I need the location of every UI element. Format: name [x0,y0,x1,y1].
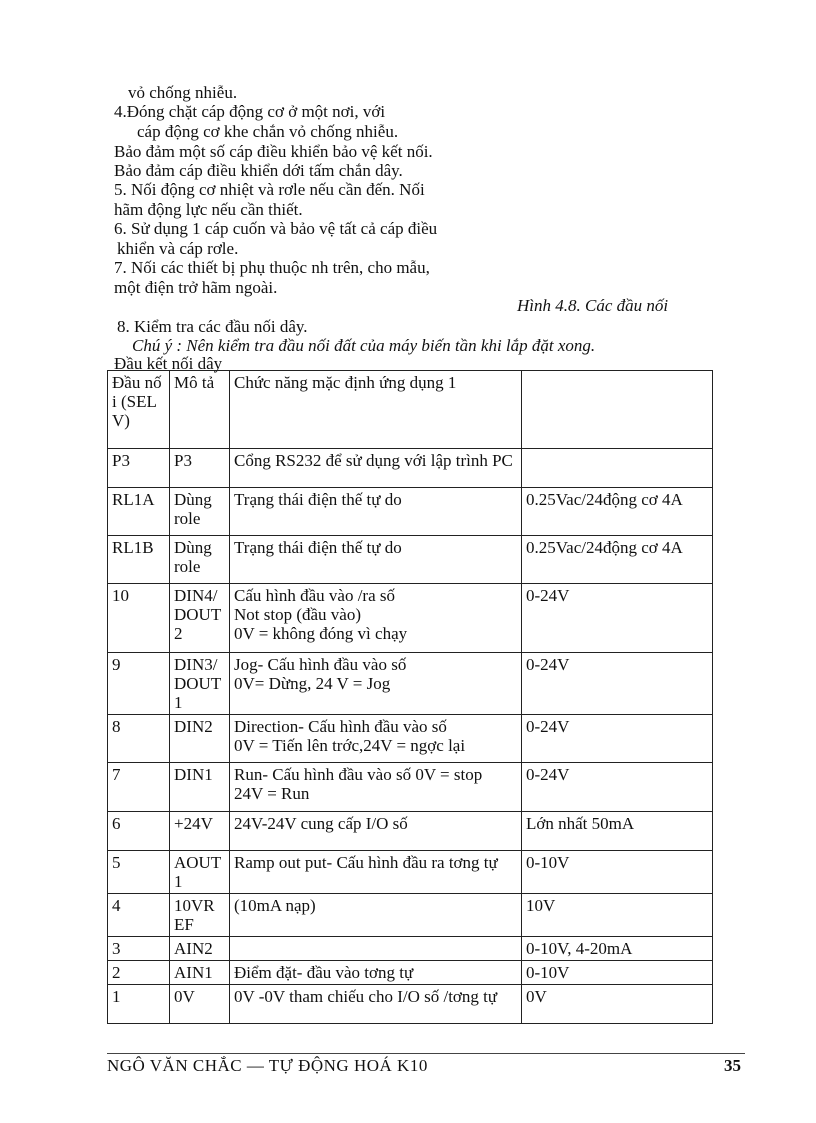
body-line: 5. Nối động cơ nhiệt và rơle nếu cần đến. Nối [114,180,425,199]
cell-terminal: 3 [108,937,170,961]
footer-author: NGÔ VĂN CHẮC — TỰ ĐỘNG HOÁ K10 [107,1056,428,1074]
terminal-table [107,370,713,1024]
cell-terminal: 8 [108,715,170,763]
cell-function: 24V-24V cung cấp I/O số [230,812,522,851]
cell-terminal: RL1A [108,488,170,536]
cell-terminal: 5 [108,851,170,894]
figure-caption: Hình 4.8. Các đầu nối [517,296,669,315]
body-line: 6. Sử dụng 1 cáp cuốn và bảo vệ tất cả cáp điều [114,219,438,238]
cell-range: 0.25Vac/24động cơ 4A [522,536,713,584]
table-row [108,653,713,715]
footer-divider [107,1053,745,1054]
cell-function: Direction- Cấu hình đầu vào số 0V = Tiến lên trớc,24V = ngợc lại [230,715,522,763]
table-row [108,937,713,961]
cell-description: DIN4/ DOUT 2 [170,584,230,653]
table-row [108,488,713,536]
cell-function [230,937,522,961]
header-range [522,371,713,449]
cell-range: 0.25Vac/24động cơ 4A [522,488,713,536]
cell-function: 0V -0V tham chiếu cho I/O số /tơng tự [230,985,522,1024]
cell-range: 0-24V [522,653,713,715]
cell-function: Cấu hình đầu vào /ra số Not stop (đầu vào) 0V = không đóng vì chạy [230,584,522,653]
cell-function: Jog- Cấu hình đầu vào số 0V= Dừng, 24 V = Jog [230,653,522,715]
cell-function: Trạng thái điện thế tự do [230,536,522,584]
cell-description: P3 [170,449,230,488]
step-8: 8. Kiểm tra các đầu nối dây. [117,317,308,336]
cell-range: 0-10V, 4-20mA [522,937,713,961]
cell-description: +24V [170,812,230,851]
table-row [108,763,713,812]
header-terminal: Đầu nối (SELV) [108,371,170,449]
cell-description: DIN1 [170,763,230,812]
table-row [108,584,713,653]
cell-description: AOUT 1 [170,851,230,894]
table-row [108,985,713,1024]
cell-function: Cổng RS232 để sử dụng với lập trình PC [230,449,522,488]
cell-terminal: 7 [108,763,170,812]
cell-range: 0-24V [522,763,713,812]
header-function: Chức năng mặc định ứng dụng 1 [230,371,522,449]
cell-range: 0-10V [522,851,713,894]
table-row [108,894,713,937]
cell-description: AIN2 [170,937,230,961]
body-line: một điện trở hãm ngoài. [114,278,278,297]
cell-description: Dùng role [170,536,230,584]
cell-description: AIN1 [170,961,230,985]
cell-range: 0-10V [522,961,713,985]
cell-terminal: 4 [108,894,170,937]
body-line: cáp động cơ khe chắn vỏ chống nhiễu. [137,122,399,141]
cell-function: Trạng thái điện thế tự do [230,488,522,536]
cell-range: 0-24V [522,715,713,763]
note: Chú ý : Nên kiểm tra đầu nối đất của máy biến tần khi lắp đặt xong. [132,336,596,355]
body-line: hãm động lực nếu cần thiết. [114,200,303,219]
table-row [108,812,713,851]
table-row [108,536,713,584]
body-line: 7. Nối các thiết bị phụ thuộc nh trên, cho mẫu, [114,258,430,277]
cell-function: Điểm đặt- đầu vào tơng tự [230,961,522,985]
cell-range [522,449,713,488]
cell-description: DIN3/ DOUT 1 [170,653,230,715]
body-line: khiển và cáp rơle. [117,239,239,258]
cell-description: 0V [170,985,230,1024]
cell-terminal: 9 [108,653,170,715]
cell-function: (10mA nạp) [230,894,522,937]
cell-description: DIN2 [170,715,230,763]
cell-range: 0V [522,985,713,1024]
cell-function: Ramp out put- Cấu hình đầu ra tơng tự [230,851,522,894]
cell-terminal: 2 [108,961,170,985]
body-line: vỏ chống nhiễu. [128,83,238,102]
cell-terminal: RL1B [108,536,170,584]
cell-range: Lớn nhất 50mA [522,812,713,851]
cell-description: Dùng role [170,488,230,536]
table-row [108,851,713,894]
cell-terminal: P3 [108,449,170,488]
cell-range: 0-24V [522,584,713,653]
body-line: Bảo đảm cáp điều khiển dới tấm chắn dây. [114,161,403,180]
table-row [108,449,713,488]
page-footer [107,1056,745,1074]
table-header-row [108,371,713,449]
header-description: Mô tả [170,371,230,449]
table-title: Đầu kết nối dây [114,354,223,373]
body-line: 4.Đóng chặt cáp động cơ ở một nơi, với [114,102,386,121]
table-row [108,715,713,763]
cell-terminal: 6 [108,812,170,851]
cell-terminal: 10 [108,584,170,653]
page-number: 35 [724,1056,741,1074]
cell-terminal: 1 [108,985,170,1024]
body-line: Bảo đảm một số cáp điều khiển bảo vệ kết nối. [114,142,433,161]
table-row [108,961,713,985]
cell-function: Run- Cấu hình đầu vào số 0V = stop 24V = Run [230,763,522,812]
cell-description: 10VR EF [170,894,230,937]
cell-range: 10V [522,894,713,937]
